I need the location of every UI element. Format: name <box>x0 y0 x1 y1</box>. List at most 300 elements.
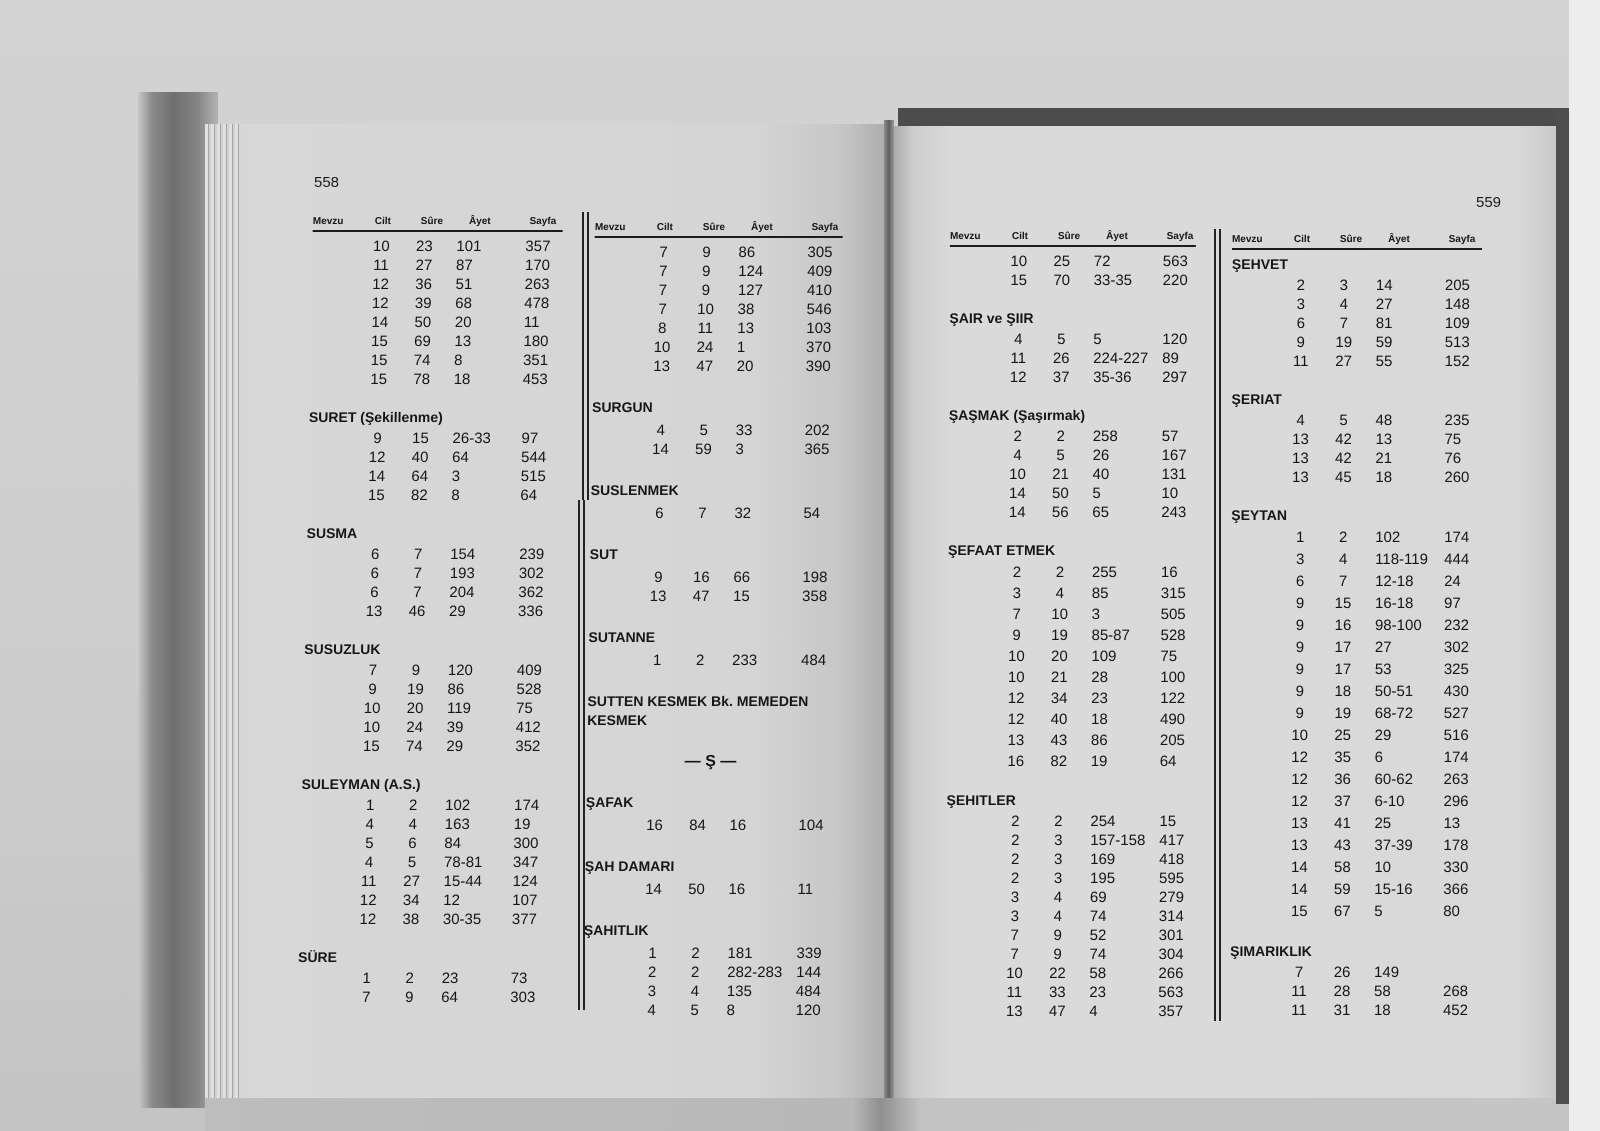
mevzu-column-label: Mevzu <box>312 216 344 227</box>
sayfa-cell: 296 <box>1443 793 1469 810</box>
ayet-cell: 85 <box>1091 585 1109 602</box>
sayfa-cell: 409 <box>807 263 833 280</box>
entry-row <box>301 815 551 834</box>
cilt-cell: 10 <box>1291 727 1309 744</box>
entry-row <box>1231 549 1481 571</box>
cilt-cell: 7 <box>658 301 667 318</box>
cilt-cell: 7 <box>1010 927 1019 944</box>
sayfa-cell: 546 <box>806 301 832 318</box>
column-divider <box>1214 229 1221 1021</box>
entry-heading: ŞAŞMAK (Şaşırmak) <box>948 407 1086 423</box>
ayet-cell: 23 <box>1089 984 1107 1001</box>
entry-row <box>1232 314 1482 333</box>
entry-heading: ŞERIAT <box>1231 391 1282 407</box>
sayfa-cell: 13 <box>1443 815 1461 832</box>
entry-heading: ŞEHITLER <box>946 792 1016 808</box>
cilt-cell: 11 <box>1291 1002 1307 1019</box>
entry-row <box>300 853 550 872</box>
index-entry <box>585 793 834 835</box>
entry-row <box>593 357 841 376</box>
sayfa-cell: 220 <box>1162 272 1188 289</box>
ayet-cell: 224-227 <box>1093 350 1149 367</box>
cilt-cell: 14 <box>1290 859 1308 876</box>
cilt-cell: 14 <box>651 441 669 458</box>
cilt-cell: 2 <box>1012 564 1022 581</box>
entry-row <box>1231 430 1481 449</box>
ayet-cell: 154 <box>449 546 476 563</box>
sayfa-cell: 390 <box>805 358 831 375</box>
sure-cell: 6 <box>408 835 417 852</box>
entry-row <box>948 583 1194 604</box>
entry-row <box>1231 527 1481 549</box>
entry-row <box>1230 901 1480 923</box>
mevzu-column-label: Mevzu <box>949 231 981 242</box>
entry-row <box>582 1001 830 1020</box>
cilt-cell: 4 <box>1296 412 1305 429</box>
sayfa-cell: 527 <box>1443 705 1469 722</box>
sayfa-cell: 174 <box>513 797 540 814</box>
ayet-cell: 78-81 <box>443 854 483 871</box>
sayfa-cell: 174 <box>1443 749 1469 766</box>
ayet-cell: 181 <box>727 945 753 962</box>
sure-cell: 4 <box>1339 296 1349 313</box>
cilt-cell: 1 <box>1296 529 1305 546</box>
entry-row <box>946 850 1192 869</box>
sayfa-cell: 505 <box>1160 606 1186 623</box>
cilt-cell: 10 <box>1006 965 1023 982</box>
cilt-cell: 7 <box>1294 964 1304 981</box>
cilt-cell: 3 <box>1296 296 1306 313</box>
entry-row <box>948 465 1194 484</box>
entry-row <box>306 545 556 564</box>
index-entry <box>302 640 554 756</box>
cilt-cell: 12 <box>1291 771 1308 788</box>
entry-row <box>312 237 562 256</box>
entry-row <box>593 338 841 357</box>
sure-cell: 50 <box>1051 485 1069 502</box>
sure-cell: 74 <box>405 738 423 755</box>
entry-row <box>946 907 1192 926</box>
ayet-cell: 84 <box>444 835 462 852</box>
sayfa-cell: 452 <box>1442 1002 1469 1019</box>
mevzu-column-label: Mevzu <box>1231 234 1263 245</box>
sure-cell: 84 <box>689 817 706 834</box>
cilt-column-label: Cilt <box>656 222 674 233</box>
sure-cell: 58 <box>1333 859 1351 876</box>
sayfa-cell: 315 <box>1160 585 1186 602</box>
sure-cell: 2 <box>408 797 418 814</box>
entry-row <box>1231 571 1481 593</box>
sure-cell: 26 <box>1052 350 1070 367</box>
cilt-cell: 15 <box>362 738 380 755</box>
cilt-cell: 10 <box>363 700 381 717</box>
ayet-cell: 37-39 <box>1374 837 1413 854</box>
sure-cell: 7 <box>698 505 707 522</box>
cilt-cell: 14 <box>1008 485 1026 502</box>
ayet-cell: 5 <box>1374 903 1383 920</box>
entry-row <box>946 945 1192 964</box>
letter-divider: — Ş — <box>684 753 737 770</box>
sayfa-cell: 305 <box>807 244 833 261</box>
sure-cell: 22 <box>1049 965 1066 982</box>
sayfa-cell: 263 <box>1443 771 1469 788</box>
entry-row <box>1230 982 1480 1001</box>
ayet-cell: 50-51 <box>1374 683 1414 700</box>
entry-row <box>1231 659 1481 681</box>
entry-row <box>593 300 841 319</box>
sayfa-cell: 484 <box>800 652 827 669</box>
cilt-cell: 13 <box>1291 815 1308 832</box>
ayet-cell: 86 <box>1090 732 1108 749</box>
sayfa-cell: 490 <box>1159 711 1186 728</box>
cilt-cell: 1 <box>652 652 662 669</box>
sure-cell: 24 <box>696 339 714 356</box>
entry-row <box>297 969 547 988</box>
entry-row <box>583 944 831 963</box>
entry-row <box>949 368 1195 387</box>
sayfa-cell: 167 <box>1161 447 1187 464</box>
cilt-cell: 11 <box>1006 984 1023 1001</box>
cilt-cell: 16 <box>646 817 663 834</box>
sayfa-cell: 97 <box>521 430 539 447</box>
cilt-cell: 6 <box>655 505 664 522</box>
cilt-cell: 12 <box>1291 749 1308 766</box>
sayfa-cell: 178 <box>1443 837 1469 854</box>
sayfa-cell: 297 <box>1162 369 1188 386</box>
page-number: 559 <box>1476 194 1502 211</box>
cilt-cell: 9 <box>1296 334 1305 351</box>
column-header <box>1232 232 1482 250</box>
cilt-cell: 10 <box>1007 669 1025 686</box>
entry-row <box>1231 593 1481 615</box>
sure-cell: 5 <box>1339 412 1348 429</box>
sayfa-cell: 453 <box>522 371 548 388</box>
sayfa-cell: 357 <box>1158 1003 1184 1020</box>
entry-row <box>947 667 1193 688</box>
ayet-column-label: Âyet <box>750 222 773 233</box>
entry-heading: ŞAHITLIK <box>583 922 649 938</box>
sayfa-cell: 11 <box>797 881 814 898</box>
entry-row <box>309 370 559 389</box>
entry-row <box>1232 333 1482 352</box>
sure-cell: 18 <box>1334 683 1352 700</box>
index-entry <box>309 237 562 389</box>
ayet-cell: 35-36 <box>1093 369 1132 386</box>
sayfa-cell: 152 <box>1444 353 1470 370</box>
cilt-cell: 3 <box>1010 908 1020 925</box>
sayfa-cell: 15 <box>1159 813 1177 830</box>
sayfa-cell: 263 <box>524 276 550 293</box>
sure-cell: 69 <box>413 333 431 350</box>
sayfa-cell: 75 <box>1160 648 1178 665</box>
cilt-cell: 7 <box>368 662 378 679</box>
ayet-cell: 19 <box>1090 753 1108 770</box>
cilt-cell: 13 <box>1292 431 1309 448</box>
sure-cell: 3 <box>1053 870 1063 887</box>
ayet-cell: 23 <box>441 970 459 987</box>
sure-cell: 9 <box>701 263 711 280</box>
entry-heading: ŞAFAK <box>585 794 634 810</box>
cilt-cell: 14 <box>371 314 389 331</box>
cilt-cell: 1 <box>362 970 371 987</box>
sayfa-cell: 205 <box>1159 732 1185 749</box>
ayet-cell: 157-158 <box>1090 832 1146 849</box>
sayfa-cell: 75 <box>515 700 533 717</box>
sure-column-label: Sûre <box>702 222 726 233</box>
sayfa-cell: 351 <box>522 352 549 369</box>
entry-row <box>306 564 556 583</box>
sayfa-cell: 330 <box>1443 859 1469 876</box>
index-column <box>1230 232 1482 1020</box>
sayfa-cell: 377 <box>511 911 538 928</box>
ayet-cell: 14 <box>1375 277 1393 294</box>
ayet-cell: 12-18 <box>1375 573 1414 590</box>
sure-cell: 34 <box>402 892 420 909</box>
mevzu-column-label: Mevzu <box>594 222 626 233</box>
sure-cell: 2 <box>1339 529 1348 546</box>
index-entry <box>1230 506 1481 923</box>
sure-cell: 21 <box>1050 669 1068 686</box>
ayet-cell: 65 <box>1092 504 1110 521</box>
index-column <box>297 214 563 1007</box>
sure-cell: 9 <box>701 282 711 299</box>
sayfa-cell: 80 <box>1443 903 1460 920</box>
ayet-cell: 204 <box>449 584 475 601</box>
sure-cell: 24 <box>406 719 424 736</box>
entry-row <box>1231 747 1481 769</box>
ayet-cell: 32 <box>734 505 752 522</box>
sure-cell: 10 <box>1051 606 1069 623</box>
sure-cell: 82 <box>1050 753 1068 770</box>
index-entry <box>950 252 1196 290</box>
entry-row <box>589 568 837 587</box>
entry-heading: SURGUN <box>591 399 653 415</box>
cilt-cell: 7 <box>658 282 668 299</box>
sayfa-cell: 170 <box>524 257 551 274</box>
sayfa-cell: 484 <box>795 983 822 1000</box>
ayet-cell: 18 <box>1373 1002 1391 1019</box>
sure-cell: 2 <box>695 652 705 669</box>
sayfa-cell: 76 <box>1444 450 1462 467</box>
sayfa-cell: 478 <box>524 295 550 312</box>
entry-row <box>300 834 550 853</box>
column-divider <box>582 212 589 500</box>
index-entry <box>948 406 1195 522</box>
sure-cell: 5 <box>1056 447 1065 464</box>
sayfa-cell: 120 <box>795 1002 821 1019</box>
cilt-cell: 10 <box>1009 466 1026 483</box>
sure-cell: 2 <box>1055 564 1065 581</box>
ayet-cell: 85-87 <box>1091 627 1130 644</box>
cilt-cell: 11 <box>372 257 389 274</box>
entry-row <box>590 504 838 523</box>
sayfa-cell: 260 <box>1444 469 1470 486</box>
sure-cell: 59 <box>694 441 712 458</box>
sayfa-cell: 409 <box>516 662 543 679</box>
sayfa-cell: 24 <box>1444 573 1461 590</box>
ayet-cell: 18 <box>1375 469 1393 486</box>
entry-row <box>1231 615 1481 637</box>
entry-heading: ŞEHVET <box>1231 256 1288 272</box>
index-entry <box>307 408 559 505</box>
entry-heading: SUSUZLUK <box>304 641 381 657</box>
sayfa-cell: 302 <box>1443 639 1469 656</box>
cilt-cell: 4 <box>364 854 374 871</box>
column-header <box>950 229 1196 247</box>
cilt-cell: 11 <box>1292 353 1309 370</box>
sayfa-cell: 266 <box>1158 965 1184 982</box>
sayfa-cell: 362 <box>518 584 544 601</box>
ayet-cell: 64 <box>451 449 469 466</box>
index-entry <box>589 545 838 606</box>
sayfa-cell: 358 <box>801 588 828 605</box>
ayet-cell: 6 <box>1374 749 1383 766</box>
cilt-cell: 3 <box>1010 889 1020 906</box>
sure-cell: 27 <box>403 873 421 890</box>
sayfa-cell: 314 <box>1158 908 1184 925</box>
entry-row <box>302 737 552 756</box>
ayet-cell: 53 <box>1374 661 1392 678</box>
index-entry <box>587 692 836 730</box>
entry-heading: SÜRE <box>297 949 338 965</box>
ayet-cell: 169 <box>1090 851 1116 868</box>
sure-cell: 19 <box>1335 334 1353 351</box>
ayet-cell: 20 <box>454 314 472 331</box>
entry-heading: ŞEYTAN <box>1231 507 1288 523</box>
sure-cell: 40 <box>411 449 429 466</box>
sayfa-cell: 19 <box>513 816 531 833</box>
entry-row <box>946 888 1192 907</box>
ayet-cell: 86 <box>447 681 465 698</box>
cilt-cell: 12 <box>359 892 377 909</box>
entry-row <box>311 294 561 313</box>
sure-cell: 15 <box>411 430 430 447</box>
ayet-cell: 51 <box>455 276 473 293</box>
cilt-cell: 15 <box>1010 272 1028 289</box>
cilt-cell: 5 <box>365 835 374 852</box>
sure-cell: 21 <box>1052 466 1069 483</box>
sure-cell: 36 <box>1334 771 1351 788</box>
index-entry <box>593 243 843 376</box>
sayfa-cell: 107 <box>512 892 538 909</box>
ayet-cell: 124 <box>738 263 764 280</box>
entry-row <box>949 427 1195 446</box>
ayet-cell: 64 <box>441 989 459 1006</box>
cilt-cell: 12 <box>1009 369 1027 386</box>
cilt-cell: 9 <box>373 430 382 447</box>
sure-cell: 5 <box>1057 331 1066 348</box>
sayfa-cell: 100 <box>1160 669 1186 686</box>
entry-row <box>297 988 547 1007</box>
index-entry <box>945 791 1192 1021</box>
entry-row <box>1230 835 1480 857</box>
ayet-cell: 40 <box>1092 466 1110 483</box>
sure-cell: 2 <box>1054 813 1063 830</box>
sayfa-cell: 516 <box>1443 727 1469 744</box>
cilt-cell: 11 <box>1010 350 1027 367</box>
sure-cell: 19 <box>1051 627 1068 644</box>
sayfa-cell: 304 <box>1158 946 1184 963</box>
cilt-cell: 15 <box>370 333 388 350</box>
entry-row <box>948 484 1194 503</box>
ayet-cell: 33-35 <box>1093 272 1133 289</box>
cilt-column-label: Cilt <box>1293 234 1311 245</box>
ayet-cell: 15-44 <box>443 873 483 890</box>
sayfa-cell: 515 <box>520 468 546 485</box>
ayet-cell: 68 <box>455 295 473 312</box>
cilt-cell: 1 <box>648 945 657 962</box>
sayfa-cell: 336 <box>517 603 544 620</box>
ayet-cell: 81 <box>1375 315 1393 332</box>
sure-cell: 36 <box>415 276 433 293</box>
entry-row <box>299 891 549 910</box>
sure-cell: 23 <box>415 238 433 255</box>
ayet-column-label: Âyet <box>468 216 491 227</box>
sayfa-cell: 75 <box>1444 431 1462 448</box>
entry-heading: SUT <box>589 546 618 562</box>
ayet-cell: 258 <box>1092 428 1118 445</box>
cilt-cell: 12 <box>1007 711 1025 728</box>
cilt-cell: 7 <box>1010 946 1019 963</box>
entry-row <box>594 281 842 300</box>
sayfa-column-label: Sayfa <box>1166 231 1194 242</box>
entry-row <box>947 751 1193 772</box>
ayet-cell: 18 <box>1090 711 1108 728</box>
cilt-cell: 7 <box>1012 606 1021 623</box>
cilt-cell: 15 <box>367 487 385 504</box>
entry-row <box>948 503 1194 522</box>
book-spine <box>884 120 894 1105</box>
ayet-cell: 86 <box>738 244 756 261</box>
page-bottom-edge <box>205 1098 1556 1131</box>
cilt-cell: 7 <box>361 989 371 1006</box>
sayfa-cell: 64 <box>520 487 538 504</box>
cilt-cell: 10 <box>363 719 381 736</box>
cilt-cell: 14 <box>1290 881 1308 898</box>
sure-cell: 40 <box>1050 711 1068 728</box>
sure-cell: 33 <box>1048 984 1066 1001</box>
cilt-cell: 9 <box>654 569 663 586</box>
ayet-cell: 26 <box>1092 447 1110 464</box>
sure-cell: 50 <box>688 881 705 898</box>
entry-row <box>301 796 551 815</box>
sure-cell: 2 <box>690 964 700 981</box>
entry-row <box>1231 468 1481 487</box>
entry-row <box>947 625 1193 646</box>
index-entry <box>1231 390 1481 487</box>
ayet-cell: 55 <box>1375 353 1393 370</box>
cilt-cell: 14 <box>368 468 386 485</box>
cilt-cell: 4 <box>365 816 375 833</box>
entry-row <box>584 880 832 899</box>
index-entry <box>590 481 839 523</box>
sayfa-cell: 370 <box>805 339 832 356</box>
sayfa-cell: 122 <box>1160 690 1186 707</box>
column-header <box>595 220 843 238</box>
entry-row <box>948 604 1194 625</box>
sure-cell: 46 <box>408 603 426 620</box>
entry-row <box>947 730 1193 751</box>
sure-cell: 42 <box>1335 431 1352 448</box>
cilt-cell: 14 <box>1008 504 1026 521</box>
cover-edge-right <box>1556 108 1569 1104</box>
cilt-cell: 9 <box>368 681 377 698</box>
sure-cell: 27 <box>1335 353 1353 370</box>
sayfa-cell: 412 <box>515 719 541 736</box>
cilt-cell: 9 <box>1295 595 1305 612</box>
index-entry <box>588 628 837 670</box>
ayet-cell: 20 <box>736 358 754 375</box>
